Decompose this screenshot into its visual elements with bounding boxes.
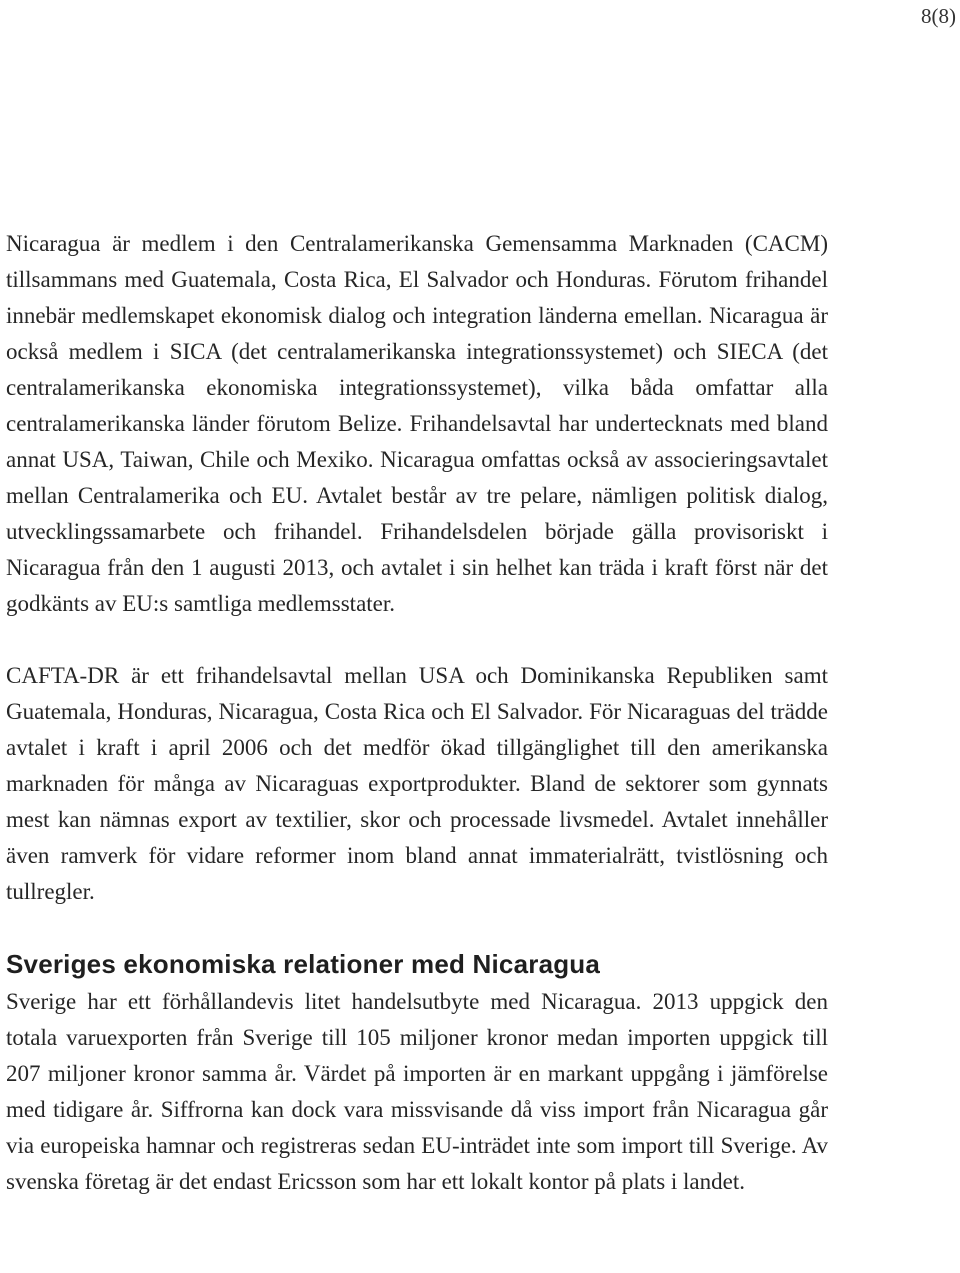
section-heading: Sveriges ekonomiska relationer med Nicaragua — [6, 949, 601, 979]
document-body — [6, 226, 828, 1200]
page-number: 8(8) — [921, 4, 956, 28]
paragraph-cacm-membership: Nicaragua är medlem i den Centralamerikanska Gemensamma Marknaden (CACM) tillsammans med Guatemala, Costa Rica, El Salvador och Honduras. Förutom frihandel innebär medlemskapet ekonomisk dialog och integration länderna emellan. Nicaragua är också medlem i SICA (det centralamerikanska integrationssystemet) och SIECA (det centralamerikanska ekonomiska integrationssystemet), vilka båda omfattar alla centralamerikanska länder förutom Belize. Frihandelsavtal har undertecknats med bland annat USA, Taiwan, Chile och Mexiko. Nicaragua omfattas också av associeringsavtalet mellan Centralamerika och EU. Avtalet består av tre pelare, nämligen politisk dialog, utvecklingssamarbete och frihandel. Frihandelsdelen började gälla provisoriskt i Nicaragua från den 1 augusti 2013, och avtalet i sin helhet kan träda i kraft först när det godkänts av EU:s samtliga medlemsstater. — [6, 231, 828, 616]
paragraph-swedish-relations: Sverige har ett förhållandevis litet handelsutbyte med Nicaragua. 2013 uppgick den totala varuexporten från Sverige till 105 miljoner kronor medan importen uppgick till 207 miljoner kronor samma år. Värdet på importen är en markant uppgång i jämförelse med tidigare år. Siffrorna kan dock vara missvisande då viss import från Nicaragua går via europeiska hamnar och registreras sedan EU-inträdet inte som import till Sverige. Av svenska företag är det endast Ericsson som har ett lokalt kontor på plats i landet. — [6, 989, 828, 1194]
paragraph-cafta-dr: CAFTA-DR är ett frihandelsavtal mellan USA och Dominikanska Republiken samt Guatemala, Honduras, Nicaragua, Costa Rica och El Salvador. För Nicaraguas del trädde avtalet i kraft i april 2006 och det medför ökad tillgänglighet till den amerikanska marknaden för många av Nicaraguas exportprodukter. Bland de sektorer som gynnats mest kan nämnas export av textilier, skor och processade livsmedel. Avtalet innehåller även ramverk för vidare reformer inom bland annat immaterialrätt, tvistlösning och tullregler. — [6, 663, 828, 904]
